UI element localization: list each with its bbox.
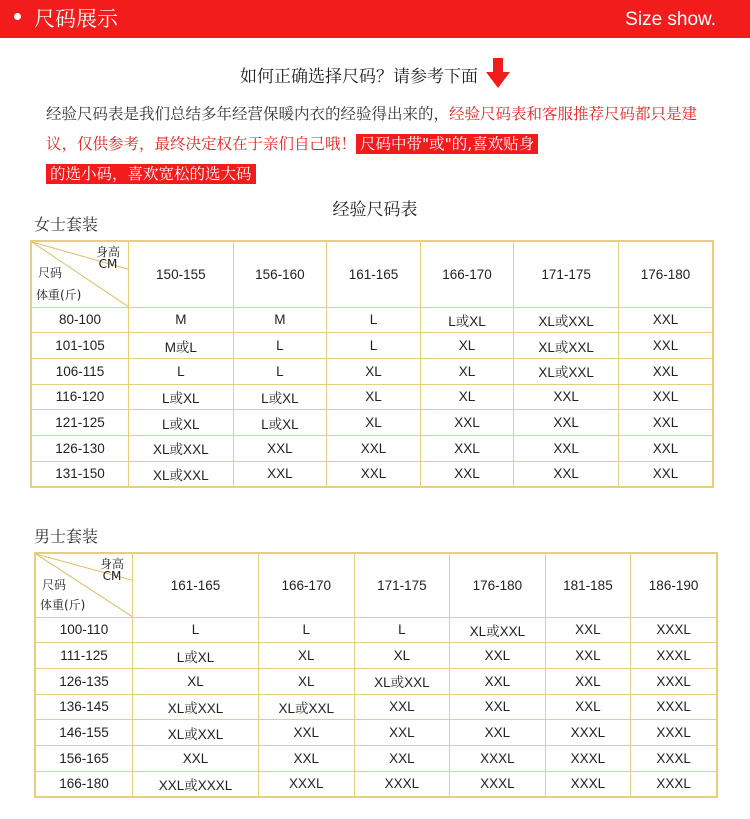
size-cell: XXL [618,333,713,359]
size-cell: XXL [354,745,450,771]
height-header: 161-165 [327,241,421,307]
size-cell: XXXL [259,771,355,797]
weight-cell: 131-150 [31,461,129,487]
size-cell: XL或XXL [259,694,355,720]
size-cell: XL或XXL [133,694,259,720]
size-cell: XXL或XXXL [133,771,259,797]
size-cell: XL [133,668,259,694]
size-cell: L [327,307,421,333]
corner-cell [35,553,133,617]
size-cell: XXL [618,410,713,436]
table-subtitle: 经验尺码表 [332,200,418,220]
weight-cell: 106-115 [31,358,129,384]
table-row [31,358,713,384]
table-row [35,720,717,746]
arrow-down-icon [486,58,510,88]
height-header: 166-170 [259,553,355,617]
table-row [35,771,717,797]
weight-cell: 116-120 [31,384,129,410]
corner-weight-label: 体重(斤) [36,287,82,302]
size-cell: XXL [618,307,713,333]
size-cell: XXXL [450,745,546,771]
size-cell: XL [420,333,514,359]
size-cell: XXL [259,720,355,746]
size-cell: XL或XXL [354,668,450,694]
weight-cell: 101-105 [31,333,129,359]
size-cell: XL [354,643,450,669]
size-cell: XL或XXL [450,617,546,643]
weight-cell: 136-145 [35,694,133,720]
header-title: 尺码展示 [34,7,118,31]
size-cell: XL [259,643,355,669]
size-cell: XXL [514,410,619,436]
size-cell: XXL [618,435,713,461]
height-header: 186-190 [631,553,717,617]
size-cell: XXL [618,358,713,384]
height-header: 171-175 [514,241,619,307]
size-cell: XXL [354,694,450,720]
size-cell: XXL [514,461,619,487]
size-cell: XXL [618,461,713,487]
intro-part2: 经验尺码表和客服推荐尺码都只是建议，仅供参考，最终决定权在于亲们自己哦！ [46,105,698,153]
table-row [31,410,713,436]
height-header: 150-155 [129,241,234,307]
size-cell: M [129,307,234,333]
corner-size-label: 尺码 [42,578,67,592]
size-cell: XXL [259,745,355,771]
size-cell: XL [327,410,421,436]
size-cell: L或XL [133,643,259,669]
height-header: 176-180 [618,241,713,307]
women-header-row [31,241,713,307]
question-line [0,62,750,92]
size-cell: XL [420,384,514,410]
size-cell: XXL [618,384,713,410]
size-cell: XL [259,668,355,694]
size-cell: XL或XXL [129,461,234,487]
size-cell: L [129,358,234,384]
size-cell: XL或XXL [514,358,619,384]
size-cell: XXL [133,745,259,771]
table-row [31,307,713,333]
size-cell: L [133,617,259,643]
men-section-title: 男士套装 [34,527,99,546]
corner-height-label: 身高 CM [99,557,124,583]
table-row [31,384,713,410]
size-cell: XXL [450,694,546,720]
size-cell: XXXL [631,771,717,797]
corner-height-label: 身高 CM [95,245,120,271]
size-cell: L [327,333,421,359]
size-cell: XL或XXL [514,333,619,359]
weight-cell: 100-110 [35,617,133,643]
size-cell: XXL [545,643,630,669]
weight-cell: 80-100 [31,307,129,333]
size-cell: XXXL [545,745,630,771]
size-cell: XXL [233,435,327,461]
size-cell: XXL [545,617,630,643]
size-cell: XXL [354,720,450,746]
size-cell: XL [327,384,421,410]
table-row [35,694,717,720]
height-header: 181-185 [545,553,630,617]
weight-cell: 111-125 [35,643,133,669]
size-cell: XXL [420,461,514,487]
table-row [31,461,713,487]
size-cell: XL或XXL [129,435,234,461]
size-cell: XXL [450,668,546,694]
table-row [35,745,717,771]
size-cell: L或XL [233,410,327,436]
size-cell: XXXL [450,771,546,797]
women-size-table [30,240,714,488]
size-cell: XXL [450,643,546,669]
men-header-row [35,553,717,617]
question-text: 如何正确选择尺码？请参考下面 [240,67,478,87]
size-cell: XXXL [631,745,717,771]
table-row [35,643,717,669]
size-cell: XXL [420,410,514,436]
height-header: 176-180 [450,553,546,617]
table-row [31,435,713,461]
size-cell: XXL [545,694,630,720]
weight-cell: 146-155 [35,720,133,746]
size-cell: XXXL [631,668,717,694]
corner-cell [31,241,129,307]
size-cell: XXXL [631,720,717,746]
weight-cell: 126-135 [35,668,133,694]
size-cell: L或XL [233,384,327,410]
weight-cell: 156-165 [35,745,133,771]
weight-cell: 166-180 [35,771,133,797]
size-cell: XXXL [545,771,630,797]
weight-cell: 126-130 [31,435,129,461]
size-cell: XL或XXL [133,720,259,746]
size-cell: XXXL [545,720,630,746]
height-header: 166-170 [420,241,514,307]
size-cell: XXXL [631,643,717,669]
size-cell: XXL [545,668,630,694]
intro-highlight-1: 尺码中带"或"的,喜欢贴身 [356,134,538,154]
size-cell: M或L [129,333,234,359]
height-header: 161-165 [133,553,259,617]
corner-size-label: 尺码 [38,266,63,280]
size-cell: XXXL [354,771,450,797]
table-row [35,617,717,643]
size-cell: L或XL [420,307,514,333]
height-header: 171-175 [354,553,450,617]
size-cell: L或XL [129,410,234,436]
table-row [31,333,713,359]
size-cell: XXL [420,435,514,461]
size-cell: XXL [450,720,546,746]
size-cell: XXL [327,435,421,461]
size-cell: L [233,333,327,359]
intro-paragraph [46,99,716,189]
size-cell: L [259,617,355,643]
header-bar [0,0,750,38]
size-cell: L [233,358,327,384]
size-cell: XXL [327,461,421,487]
size-cell: XL [327,358,421,384]
size-cell: XXL [233,461,327,487]
intro-part1: 经验尺码表是我们总结多年经营保暖内衣的经验得出来的， [46,105,450,123]
size-cell: M [233,307,327,333]
bullet-icon [14,13,21,20]
header-english: Size show. [625,9,716,30]
height-header: 156-160 [233,241,327,307]
size-cell: XXXL [631,694,717,720]
size-cell: L [354,617,450,643]
table-row [35,668,717,694]
size-cell: XXXL [631,617,717,643]
size-cell: XXL [514,435,619,461]
size-cell: XL或XXL [514,307,619,333]
corner-weight-label: 体重(斤) [40,597,86,612]
women-section-title: 女士套装 [34,215,99,234]
men-size-table [34,552,718,798]
size-cell: XL [420,358,514,384]
weight-cell: 121-125 [31,410,129,436]
size-cell: L或XL [129,384,234,410]
size-cell: XXL [514,384,619,410]
intro-highlight-2: 的选小码，喜欢宽松的选大码 [46,164,256,184]
